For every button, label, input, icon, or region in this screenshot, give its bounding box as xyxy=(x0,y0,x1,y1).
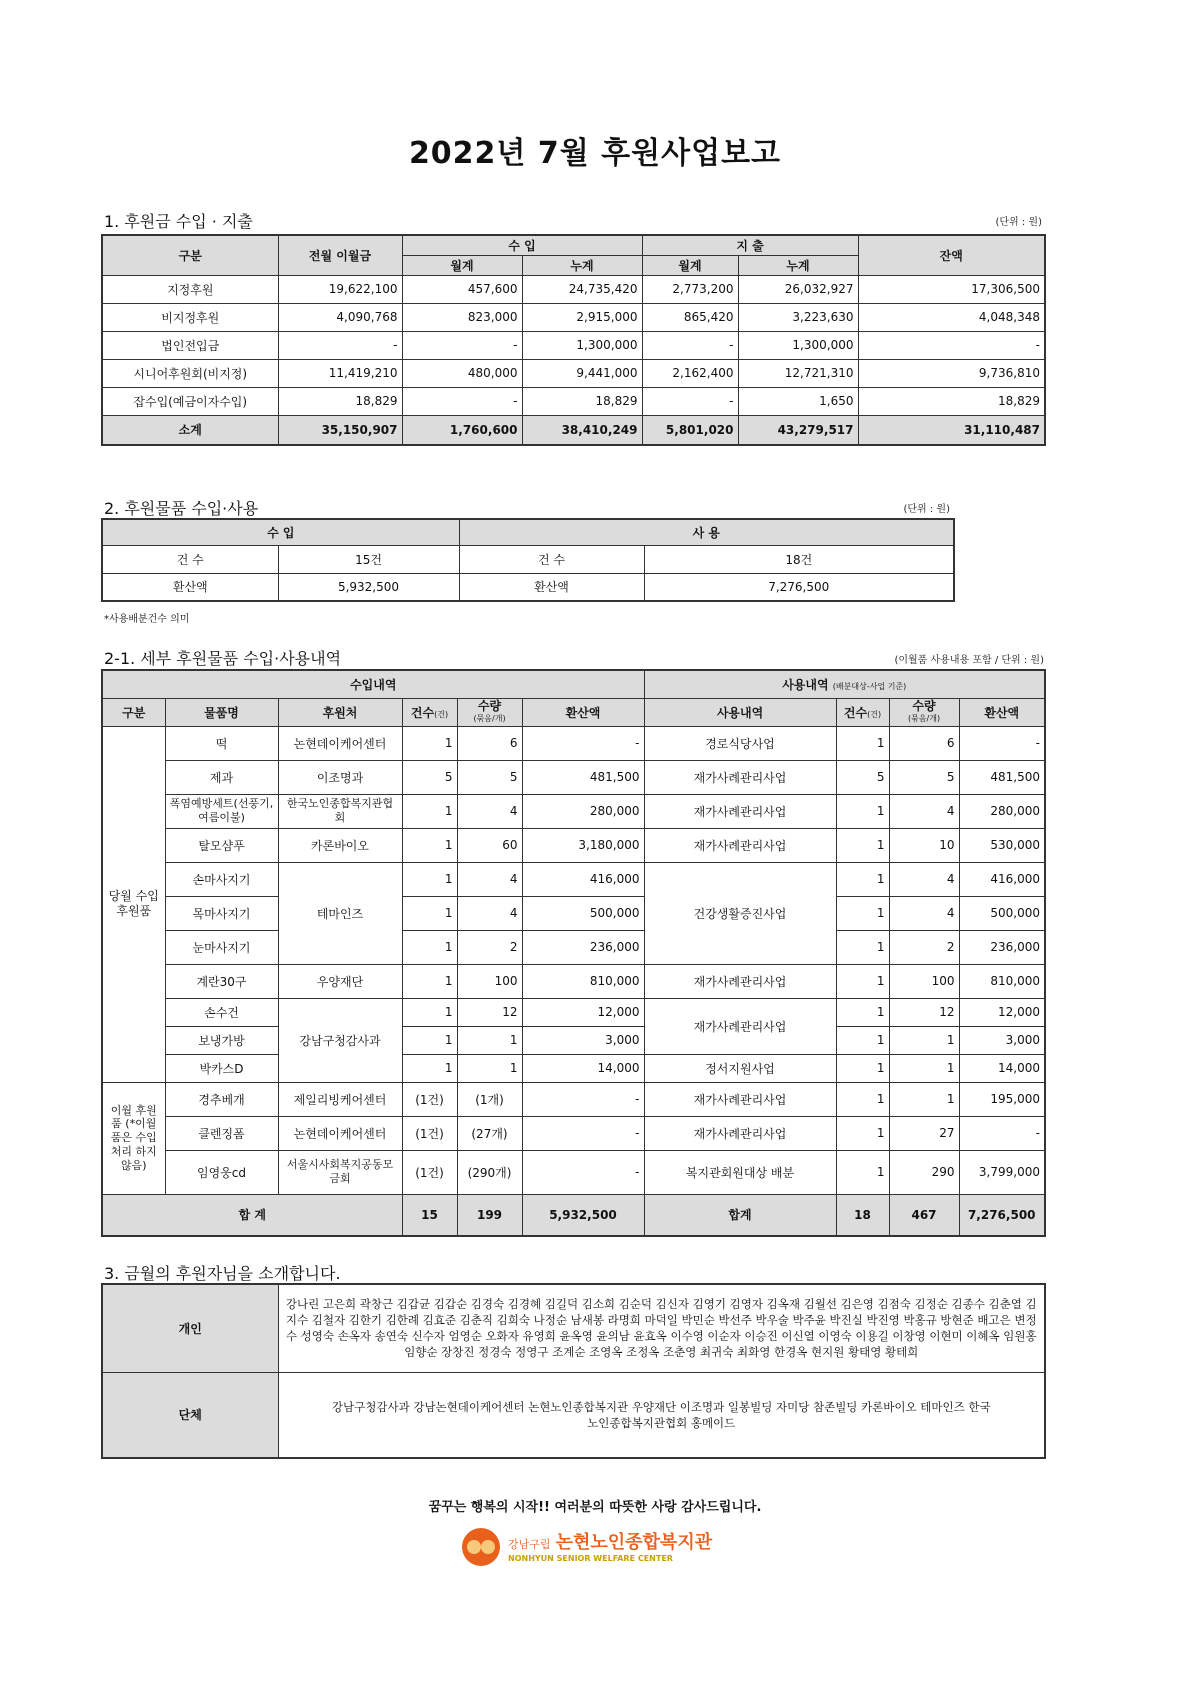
use-header: 사 용 xyxy=(459,519,954,545)
header-expense-cumulative: 누계 xyxy=(738,255,858,275)
use-count: 1 xyxy=(836,998,889,1026)
table-row xyxy=(102,1150,1045,1194)
use-amount: 280,000 xyxy=(959,794,1045,828)
total-count: 15 xyxy=(402,1194,457,1236)
item-name: 손수건 xyxy=(165,998,278,1026)
table-row xyxy=(102,1372,1045,1458)
use-count: 1 xyxy=(836,862,889,896)
cell-income-cumulative: 9,441,000 xyxy=(522,359,642,387)
donor-name: 제일리빙케어센터 xyxy=(278,1082,402,1116)
cell-balance: - xyxy=(858,331,1045,359)
use-amount: 236,000 xyxy=(959,930,1045,964)
total-label: 소계 xyxy=(102,415,278,445)
amount: 500,000 xyxy=(522,896,644,930)
qty: (290개) xyxy=(457,1150,522,1194)
cell-expense-monthly: 865,420 xyxy=(642,303,738,331)
row-label: 법인전입금 xyxy=(102,331,278,359)
use-program: 복지관회원대상 배분 xyxy=(644,1150,836,1194)
col-count: 건수(건) xyxy=(402,698,457,726)
donor-name: 카론바이오 xyxy=(278,828,402,862)
total-use-amount: 7,276,500 xyxy=(959,1194,1045,1236)
logo-district: 강남구립 xyxy=(508,1538,551,1551)
use-program: 재가사례관리사업 xyxy=(644,760,836,794)
cell-income-monthly: - xyxy=(402,387,522,415)
count: (1건) xyxy=(402,1116,457,1150)
table-row xyxy=(102,998,1045,1026)
use-qty: 12 xyxy=(889,998,959,1026)
amount: 810,000 xyxy=(522,964,644,998)
table-row xyxy=(102,303,1045,331)
cell-income-cumulative: 2,915,000 xyxy=(522,303,642,331)
count: 5 xyxy=(402,760,457,794)
item-name: 폭염예방세트(선풍기, 여름이불) xyxy=(165,794,278,828)
total-balance: 31,110,487 xyxy=(858,415,1045,445)
income-header: 수 입 xyxy=(102,519,459,545)
use-amount: 3,000 xyxy=(959,1026,1045,1054)
amount: - xyxy=(522,726,644,760)
group-label: 단체 xyxy=(102,1372,278,1458)
count-label: 건 수 xyxy=(459,545,644,573)
group-carried-over: 이월 후원품 (*이월품은 수입처리 하지 않음) xyxy=(102,1082,165,1194)
table-row xyxy=(102,573,954,601)
count: (1건) xyxy=(402,1082,457,1116)
use-count: 1 xyxy=(836,828,889,862)
table-row xyxy=(102,1082,1045,1116)
amount: 236,000 xyxy=(522,930,644,964)
use-qty: 27 xyxy=(889,1116,959,1150)
use-amount: 195,000 xyxy=(959,1082,1045,1116)
section21-unit: (이월품 사용내용 포함 / 단위 : 원) xyxy=(894,655,1044,666)
count: 1 xyxy=(402,794,457,828)
header-balance: 잔액 xyxy=(858,235,1045,275)
use-count: 1 xyxy=(836,726,889,760)
goods-detail-table xyxy=(101,669,1046,1237)
col-donor: 후원처 xyxy=(278,698,402,726)
group-donors: 강남구청감사과 강남논현데이케어센터 논현노인종합복지관 우양재단 이조명과 일봉빌딩 자미당 참존빌딩 카론바이오 테마인즈 한국노인종합복지관협회 홍메이드 xyxy=(278,1372,1045,1458)
amount: - xyxy=(522,1116,644,1150)
row-label: 비지정후원 xyxy=(102,303,278,331)
use-amount: 12,000 xyxy=(959,998,1045,1026)
footnote: *사용배분건수 의미 xyxy=(104,614,190,625)
total-use-label: 합계 xyxy=(644,1194,836,1236)
logo-english: NONHYUN SENIOR WELFARE CENTER xyxy=(508,1554,673,1563)
use-program: 재가사례관리사업 xyxy=(644,828,836,862)
use-amount: 3,799,000 xyxy=(959,1150,1045,1194)
donor-name: 테마인즈 xyxy=(278,862,402,964)
table-row xyxy=(102,794,1045,828)
amount: - xyxy=(522,1150,644,1194)
cell-prev: 11,419,210 xyxy=(278,359,402,387)
table-row xyxy=(102,930,1045,964)
row-label: 시니어후원회(비지정) xyxy=(102,359,278,387)
total-income-monthly: 1,760,600 xyxy=(402,415,522,445)
amount: 280,000 xyxy=(522,794,644,828)
table-row xyxy=(102,1054,1045,1082)
use-program: 재가사례관리사업 xyxy=(644,794,836,828)
amount: 3,180,000 xyxy=(522,828,644,862)
header-prev: 전월 이월금 xyxy=(278,235,402,275)
use-qty: 4 xyxy=(889,862,959,896)
col-use-count: 건수(건) xyxy=(836,698,889,726)
table-row xyxy=(102,275,1045,303)
table-row xyxy=(102,964,1045,998)
use-count: 18건 xyxy=(644,545,954,573)
cell-income-monthly: 457,600 xyxy=(402,275,522,303)
cell-expense-monthly: - xyxy=(642,331,738,359)
qty: 12 xyxy=(457,998,522,1026)
total-prev: 35,150,907 xyxy=(278,415,402,445)
cell-expense-cumulative: 12,721,310 xyxy=(738,359,858,387)
donors-table xyxy=(101,1283,1046,1459)
table-row xyxy=(102,726,1045,760)
total-label: 합 계 xyxy=(102,1194,402,1236)
total-amount: 5,932,500 xyxy=(522,1194,644,1236)
cell-expense-cumulative: 26,032,927 xyxy=(738,275,858,303)
header-expense: 지 출 xyxy=(642,235,858,255)
qty: 1 xyxy=(457,1026,522,1054)
logo-name: 논현노인종합복지관 xyxy=(555,1532,713,1553)
count: (1건) xyxy=(402,1150,457,1194)
total-expense-monthly: 5,801,020 xyxy=(642,415,738,445)
section2-title: 2. 후원물품 수입·사용 xyxy=(104,499,259,518)
use-amount: 416,000 xyxy=(959,862,1045,896)
col-item: 물품명 xyxy=(165,698,278,726)
use-count: 1 xyxy=(836,896,889,930)
donor-name: 논현데이케어센터 xyxy=(278,726,402,760)
qty: 5 xyxy=(457,760,522,794)
use-qty: 4 xyxy=(889,896,959,930)
item-name: 제과 xyxy=(165,760,278,794)
use-qty: 1 xyxy=(889,1082,959,1116)
qty: (27개) xyxy=(457,1116,522,1150)
use-amount: - xyxy=(959,726,1045,760)
amount: - xyxy=(522,1082,644,1116)
amount-label: 환산액 xyxy=(459,573,644,601)
qty: 100 xyxy=(457,964,522,998)
cell-expense-monthly: 2,773,200 xyxy=(642,275,738,303)
cell-income-monthly: 480,000 xyxy=(402,359,522,387)
use-amount: 7,276,500 xyxy=(644,573,954,601)
cell-income-cumulative: 1,300,000 xyxy=(522,331,642,359)
total-use-qty: 467 xyxy=(889,1194,959,1236)
amount-label: 환산액 xyxy=(102,573,278,601)
table-row xyxy=(102,545,954,573)
donor-name: 우양재단 xyxy=(278,964,402,998)
use-detail-header: 사용내역 (배분대상-사업 기준) xyxy=(644,670,1045,698)
amount: 416,000 xyxy=(522,862,644,896)
logo-emblem-icon xyxy=(462,1528,500,1566)
qty: 4 xyxy=(457,896,522,930)
count: 1 xyxy=(402,1026,457,1054)
use-amount: 500,000 xyxy=(959,896,1045,930)
group-current-month: 당월 수입 후원품 xyxy=(102,726,165,1082)
table-row xyxy=(102,1284,1045,1372)
col-use-qty: 수량 (묶음/개) xyxy=(889,698,959,726)
use-count: 1 xyxy=(836,964,889,998)
total-qty: 199 xyxy=(457,1194,522,1236)
count: 1 xyxy=(402,862,457,896)
count: 1 xyxy=(402,896,457,930)
cell-expense-cumulative: 3,223,630 xyxy=(738,303,858,331)
cell-balance: 18,829 xyxy=(858,387,1045,415)
use-program: 재가사례관리사업 xyxy=(644,998,836,1054)
use-count: 1 xyxy=(836,1026,889,1054)
item-name: 임영웅cd xyxy=(165,1150,278,1194)
use-qty: 6 xyxy=(889,726,959,760)
item-name: 계란30구 xyxy=(165,964,278,998)
use-count: 1 xyxy=(836,930,889,964)
donor-name: 논현데이케어센터 xyxy=(278,1116,402,1150)
col-use-amount: 환산액 xyxy=(959,698,1045,726)
total-use-count: 18 xyxy=(836,1194,889,1236)
header-income: 수 입 xyxy=(402,235,642,255)
use-qty: 1 xyxy=(889,1054,959,1082)
total-row xyxy=(102,415,1045,445)
cell-expense-cumulative: 1,300,000 xyxy=(738,331,858,359)
item-name: 떡 xyxy=(165,726,278,760)
table-row xyxy=(102,896,1045,930)
donor-name: 한국노인종합복지관협회 xyxy=(278,794,402,828)
cell-expense-monthly: - xyxy=(642,387,738,415)
total-row xyxy=(102,1194,1045,1236)
use-count: 5 xyxy=(836,760,889,794)
item-name: 눈마사지기 xyxy=(165,930,278,964)
item-name: 보냉가방 xyxy=(165,1026,278,1054)
use-program: 재가사례관리사업 xyxy=(644,964,836,998)
page-title: 2022년 7월 후원사업보고 xyxy=(408,136,782,171)
individual-donors: 강나린 고은희 곽창근 김갑균 김갑순 김경숙 김경혜 김길덕 김소희 김순덕 김신자 김영기 김영자 김옥재 김월선 김은영 김점숙 김정순 김종수 김춘열 김지수 김철자 김한기 김한례 김효준 김춘직 김희숙 나정순 남새봉 라명희 마덕일 박민순 박선주 박우술 박주윤 박진실 박진영 박홍규 방현준 배고은 변정수 성영숙 손옥자 송연숙 신수자 엄영순 오화자 유영희 윤옥영 윤의남 윤효옥 이수영 이순자 이승진 이신열 이영숙 이용길 이창영 이현미 이혜옥 임원홍 임향순 장창진 정경숙 정영구 조계순 조영옥 조정옥 조춘영 최귀숙 최화영 한경옥 현지원 황태영 황테희 xyxy=(278,1284,1045,1372)
income-count: 15건 xyxy=(278,545,459,573)
use-qty: 100 xyxy=(889,964,959,998)
use-qty: 1 xyxy=(889,1026,959,1054)
use-program: 경로식당사업 xyxy=(644,726,836,760)
amount: 3,000 xyxy=(522,1026,644,1054)
row-label: 잡수입(예금이자수입) xyxy=(102,387,278,415)
section2-unit: (단위 : 원) xyxy=(903,504,950,515)
count: 1 xyxy=(402,930,457,964)
qty: (1개) xyxy=(457,1082,522,1116)
header-income-cumulative: 누계 xyxy=(522,255,642,275)
item-name: 클렌징폼 xyxy=(165,1116,278,1150)
table-row xyxy=(102,1026,1045,1054)
use-amount: 14,000 xyxy=(959,1054,1045,1082)
item-name: 탈모샴푸 xyxy=(165,828,278,862)
item-name: 손마사지기 xyxy=(165,862,278,896)
cell-expense-cumulative: 1,650 xyxy=(738,387,858,415)
cell-prev: - xyxy=(278,331,402,359)
use-count: 1 xyxy=(836,1150,889,1194)
col-qty: 수량 (묶음/개) xyxy=(457,698,522,726)
section1-unit: (단위 : 원) xyxy=(995,217,1042,228)
table-row xyxy=(102,387,1045,415)
use-amount: 530,000 xyxy=(959,828,1045,862)
goods-summary-table xyxy=(101,518,955,602)
header-expense-monthly: 월계 xyxy=(642,255,738,275)
closing-message: 꿈꾸는 행복의 시작!! 여러분의 따뜻한 사랑 감사드립니다. xyxy=(428,1500,762,1515)
table-row xyxy=(102,828,1045,862)
cell-income-cumulative: 18,829 xyxy=(522,387,642,415)
use-program: 건강생활증진사업 xyxy=(644,862,836,964)
amount: 12,000 xyxy=(522,998,644,1026)
use-qty: 5 xyxy=(889,760,959,794)
header-category: 구분 xyxy=(102,235,278,275)
cell-balance: 9,736,810 xyxy=(858,359,1045,387)
qty: 2 xyxy=(457,930,522,964)
cell-income-monthly: - xyxy=(402,331,522,359)
cell-expense-monthly: 2,162,400 xyxy=(642,359,738,387)
use-count: 1 xyxy=(836,1082,889,1116)
use-count: 1 xyxy=(836,794,889,828)
item-name: 목마사지기 xyxy=(165,896,278,930)
total-expense-cumulative: 43,279,517 xyxy=(738,415,858,445)
use-program: 재가사례관리사업 xyxy=(644,1082,836,1116)
cell-prev: 19,622,100 xyxy=(278,275,402,303)
count: 1 xyxy=(402,828,457,862)
cell-prev: 18,829 xyxy=(278,387,402,415)
donor-name: 서울시사회복지공동모금회 xyxy=(278,1150,402,1194)
cell-prev: 4,090,768 xyxy=(278,303,402,331)
count: 1 xyxy=(402,726,457,760)
individual-label: 개인 xyxy=(102,1284,278,1372)
cell-income-cumulative: 24,735,420 xyxy=(522,275,642,303)
use-qty: 290 xyxy=(889,1150,959,1194)
use-qty: 10 xyxy=(889,828,959,862)
qty: 6 xyxy=(457,726,522,760)
donor-name: 이조명과 xyxy=(278,760,402,794)
qty: 1 xyxy=(457,1054,522,1082)
amount: 14,000 xyxy=(522,1054,644,1082)
funds-table xyxy=(101,234,1046,446)
count: 1 xyxy=(402,1054,457,1082)
row-label: 지정후원 xyxy=(102,275,278,303)
total-income-cumulative: 38,410,249 xyxy=(522,415,642,445)
use-count: 1 xyxy=(836,1116,889,1150)
col-category: 구분 xyxy=(102,698,165,726)
donor-name: 강남구청감사과 xyxy=(278,998,402,1082)
income-detail-header: 수입내역 xyxy=(102,670,644,698)
header-income-monthly: 월계 xyxy=(402,255,522,275)
count-label: 건 수 xyxy=(102,545,278,573)
section21-title: 2-1. 세부 후원물품 수입·사용내역 xyxy=(104,649,342,668)
table-row xyxy=(102,1116,1045,1150)
section1-title: 1. 후원금 수입 · 지출 xyxy=(104,212,253,231)
use-count: 1 xyxy=(836,1054,889,1082)
use-amount: 481,500 xyxy=(959,760,1045,794)
income-amount: 5,932,500 xyxy=(278,573,459,601)
count: 1 xyxy=(402,998,457,1026)
use-program: 정서지원사업 xyxy=(644,1054,836,1082)
cell-balance: 17,306,500 xyxy=(858,275,1045,303)
item-name: 경추베개 xyxy=(165,1082,278,1116)
qty: 4 xyxy=(457,794,522,828)
qty: 60 xyxy=(457,828,522,862)
item-name: 박카스D xyxy=(165,1054,278,1082)
cell-balance: 4,048,348 xyxy=(858,303,1045,331)
use-amount: - xyxy=(959,1116,1045,1150)
organization-logo xyxy=(462,1526,722,1570)
use-qty: 4 xyxy=(889,794,959,828)
table-row xyxy=(102,760,1045,794)
use-qty: 2 xyxy=(889,930,959,964)
table-row xyxy=(102,359,1045,387)
amount: 481,500 xyxy=(522,760,644,794)
table-row xyxy=(102,862,1045,896)
col-use: 사용내역 xyxy=(644,698,836,726)
use-program: 재가사례관리사업 xyxy=(644,1116,836,1150)
col-amount: 환산액 xyxy=(522,698,644,726)
table-row xyxy=(102,331,1045,359)
cell-income-monthly: 823,000 xyxy=(402,303,522,331)
section3-title: 3. 금월의 후원자님을 소개합니다. xyxy=(104,1264,341,1283)
qty: 4 xyxy=(457,862,522,896)
use-amount: 810,000 xyxy=(959,964,1045,998)
count: 1 xyxy=(402,964,457,998)
